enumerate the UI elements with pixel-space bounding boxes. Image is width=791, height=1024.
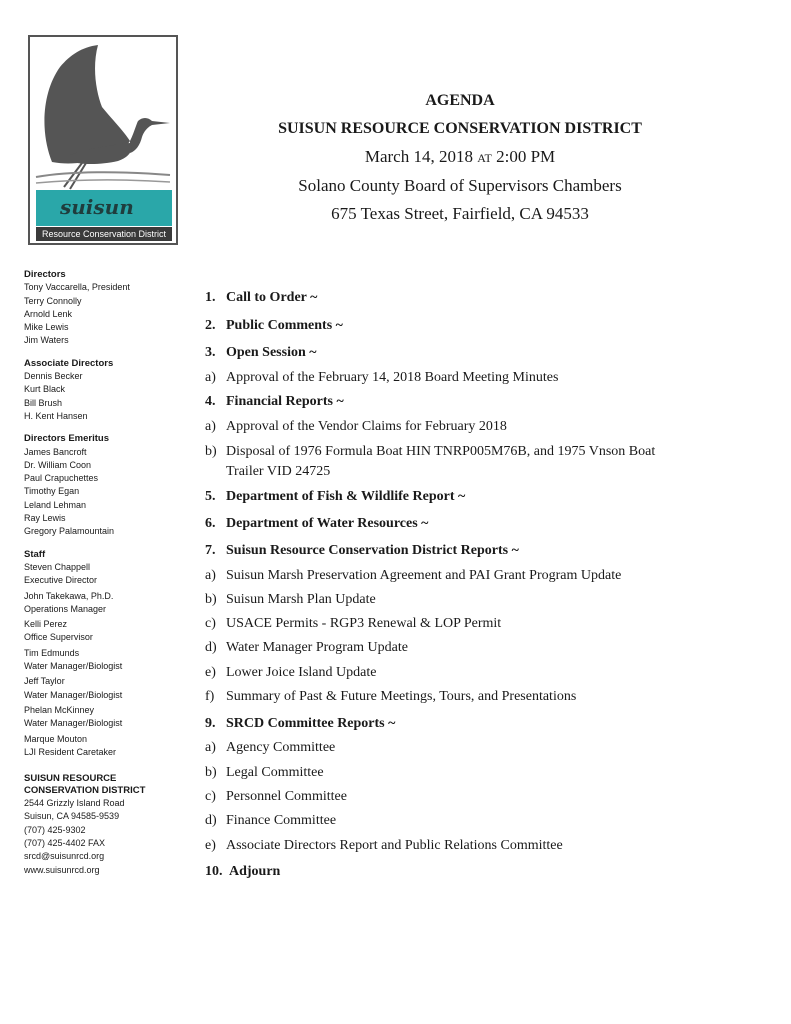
meeting-address: 675 Texas Street, Fairfield, CA 94533 [331,204,589,223]
item-number: 3. [205,345,216,360]
subitem-title: Approval of the February 14, 2018 Board Meeting Minutes [226,370,559,385]
staff-member [24,647,194,674]
directors-emeritus-group [24,432,194,538]
associate-directors-heading: Associate Directors [24,357,114,369]
contact-block [24,773,194,877]
fax: (707) 425-4402 FAX [24,837,106,848]
logo-band-text: Resource Conservation District [36,227,172,241]
item-number: 7. [205,543,216,558]
subitem-title: Personnel Committee [226,789,347,804]
associate-director-name: Kurt Black [24,384,66,395]
subitem-title: Legal Committee [226,765,324,780]
phone: (707) 425-9302 [24,824,86,835]
meeting-date: March 14, 2018 [364,147,473,166]
email: srcd@suisunrcd.org [24,851,105,862]
director-name: Arnold Lenk [24,308,73,319]
item-number: 6. [205,516,216,531]
item-number: 2. [205,318,216,333]
subitem-title: Suisun Marsh Preservation Agreement and PAI Grant Program Update [226,568,622,583]
staff-role: Executive Director [24,575,98,586]
agenda-subitem [205,417,507,437]
subitem-title: Approval of the Vendor Claims for February 2018 [226,419,507,434]
agenda-subitem [205,836,563,856]
staff-name: Jeff Taylor [24,676,65,687]
agenda-item [205,487,465,507]
item-number: 5. [205,489,216,504]
staff-role: Office Supervisor [24,632,93,643]
subitem-letter: d) [205,640,217,655]
agenda-title: AGENDA [425,92,495,109]
meeting-time: 2:00 PM [496,147,556,166]
emeritus-name: Gregory Palamountain [24,526,115,537]
agenda-subitem [205,590,376,610]
item-number: 10. [205,864,223,879]
directors-emeritus-heading: Directors Emeritus [24,433,110,445]
item-title: Public Comments ~ [226,318,343,333]
agenda-subitem [205,811,336,831]
staff-heading: Staff [24,548,46,560]
subitem-letter: a) [205,568,216,583]
staff-name: Kelli Perez [24,619,68,630]
director-name: Terry Connolly [24,295,82,306]
staff-role: Water Manager/Biologist [24,689,123,700]
agenda-header [230,90,690,225]
staff-member [24,618,194,645]
agenda-item [205,514,428,534]
staff-name: Steven Chappell [24,561,91,572]
subitem-letter: e) [205,838,216,853]
item-title: Suisun Resource Conservation District Reports ~ [226,543,519,558]
meeting-location: Solano County Board of Supervisors Chambers [298,176,622,195]
emeritus-name: Leland Lehman [24,499,87,510]
subitem-title: Water Manager Program Update [226,640,408,655]
director-name: Mike Lewis [24,322,69,333]
item-title: Open Session ~ [226,345,317,360]
item-title: Department of Fish & Wildlife Report ~ [226,489,466,504]
staff-member [24,561,194,588]
emeritus-name: Timothy Egan [24,486,80,497]
subitem-letter: c) [205,616,216,631]
staff-member [24,704,194,731]
associate-directors-group [24,357,194,423]
subitem-letter: b) [205,592,217,607]
staff-name: John Takekawa, Ph.D. [24,590,114,601]
item-title: Financial Reports ~ [226,394,344,409]
staff-role: Operations Manager [24,603,107,614]
agenda-subitem [205,787,347,807]
subitem-title: Associate Directors Report and Public Relations Committee [226,838,563,853]
agenda-item [205,392,344,412]
agenda-subitem [205,614,501,634]
agenda-subitem [205,763,324,783]
website: www.suisunrcd.org [24,864,100,875]
subitem-letter: a) [205,740,216,755]
directors-group [24,268,194,348]
subitem-letter: a) [205,419,216,434]
item-title: Department of Water Resources ~ [226,516,429,531]
subitem-title: Lower Joice Island Update [226,665,377,680]
agenda-subitem [205,663,376,683]
subitem-letter: d) [205,813,217,828]
subitem-title: Summary of Past & Future Meetings, Tours, and Presentations [226,689,577,704]
subitem-letter: b) [205,765,217,780]
directors-heading: Directors [24,269,66,280]
staff-member [24,590,194,617]
street-address: 2544 Grizzly Island Road [24,798,125,809]
emeritus-name: James Bancroft [24,446,87,457]
staff-member [24,675,194,702]
staff-role: Water Manager/Biologist [24,718,123,729]
director-name: Tony Vaccarella, President [24,282,130,293]
item-title: Adjourn [229,864,281,879]
staff-role: Water Manager/Biologist [24,661,123,672]
item-title: Call to Order ~ [226,290,318,305]
staff-member [24,733,194,760]
at-word: AT [477,151,492,165]
agenda-item [205,288,317,308]
emeritus-name: Ray Lewis [24,513,66,524]
organization-name: SUISUN RESOURCE CONSERVATION DISTRICT [278,120,642,137]
subitem-letter: a) [205,370,216,385]
logo-script-text: suisun [60,195,134,219]
staff-name: Tim Edmunds [24,647,80,658]
agenda-subitem [205,368,558,388]
org-name-line2: CONSERVATION DISTRICT [24,785,146,797]
subitem-title: Suisun Marsh Plan Update [226,592,376,607]
district-logo [28,35,178,245]
item-number: 9. [205,716,216,731]
agenda-subitem [205,638,408,658]
associate-director-name: H. Kent Hansen [24,410,88,421]
agenda-item [205,343,317,363]
subitem-letter: e) [205,665,216,680]
subitem-letter: b) [205,444,217,459]
staff-role: LJI Resident Caretaker [24,746,117,757]
subitem-title: Finance Committee [226,813,337,828]
subitem-letter: f) [205,689,215,704]
agenda-item [205,714,395,734]
subitem-title: Agency Committee [226,740,336,755]
org-name-line1: SUISUN RESOURCE [24,773,117,785]
sidebar-roster [24,268,194,877]
emeritus-name: Dr. William Coon [24,459,92,470]
subitem-letter: c) [205,789,216,804]
associate-director-name: Bill Brush [24,397,63,408]
city-address: Suisun, CA 94585-9539 [24,811,120,822]
staff-group [24,548,194,759]
item-title: SRCD Committee Reports ~ [226,716,396,731]
staff-name: Phelan McKinney [24,704,95,715]
item-number: 4. [205,394,216,409]
meeting-datetime [230,146,690,169]
agenda-subitem [205,566,621,586]
associate-director-name: Dennis Becker [24,371,83,382]
agenda-item [205,541,519,561]
subitem-title: Disposal of 1976 Formula Boat HIN TNRP005M76B, and 1975 Vnson Boat Trailer VID 24725 [226,444,656,479]
staff-name: Marque Mouton [24,733,88,744]
item-number: 1. [205,290,216,305]
emeritus-name: Paul Crapuchettes [24,473,99,484]
agenda-subitem [205,442,681,482]
agenda-subitem [205,687,576,707]
agenda-item [205,316,343,336]
agenda-subitem [205,738,335,758]
subitem-title: USACE Permits - RGP3 Renewal & LOP Permit [226,616,502,631]
director-name: Jim Waters [24,335,69,346]
agenda-item [205,862,280,882]
